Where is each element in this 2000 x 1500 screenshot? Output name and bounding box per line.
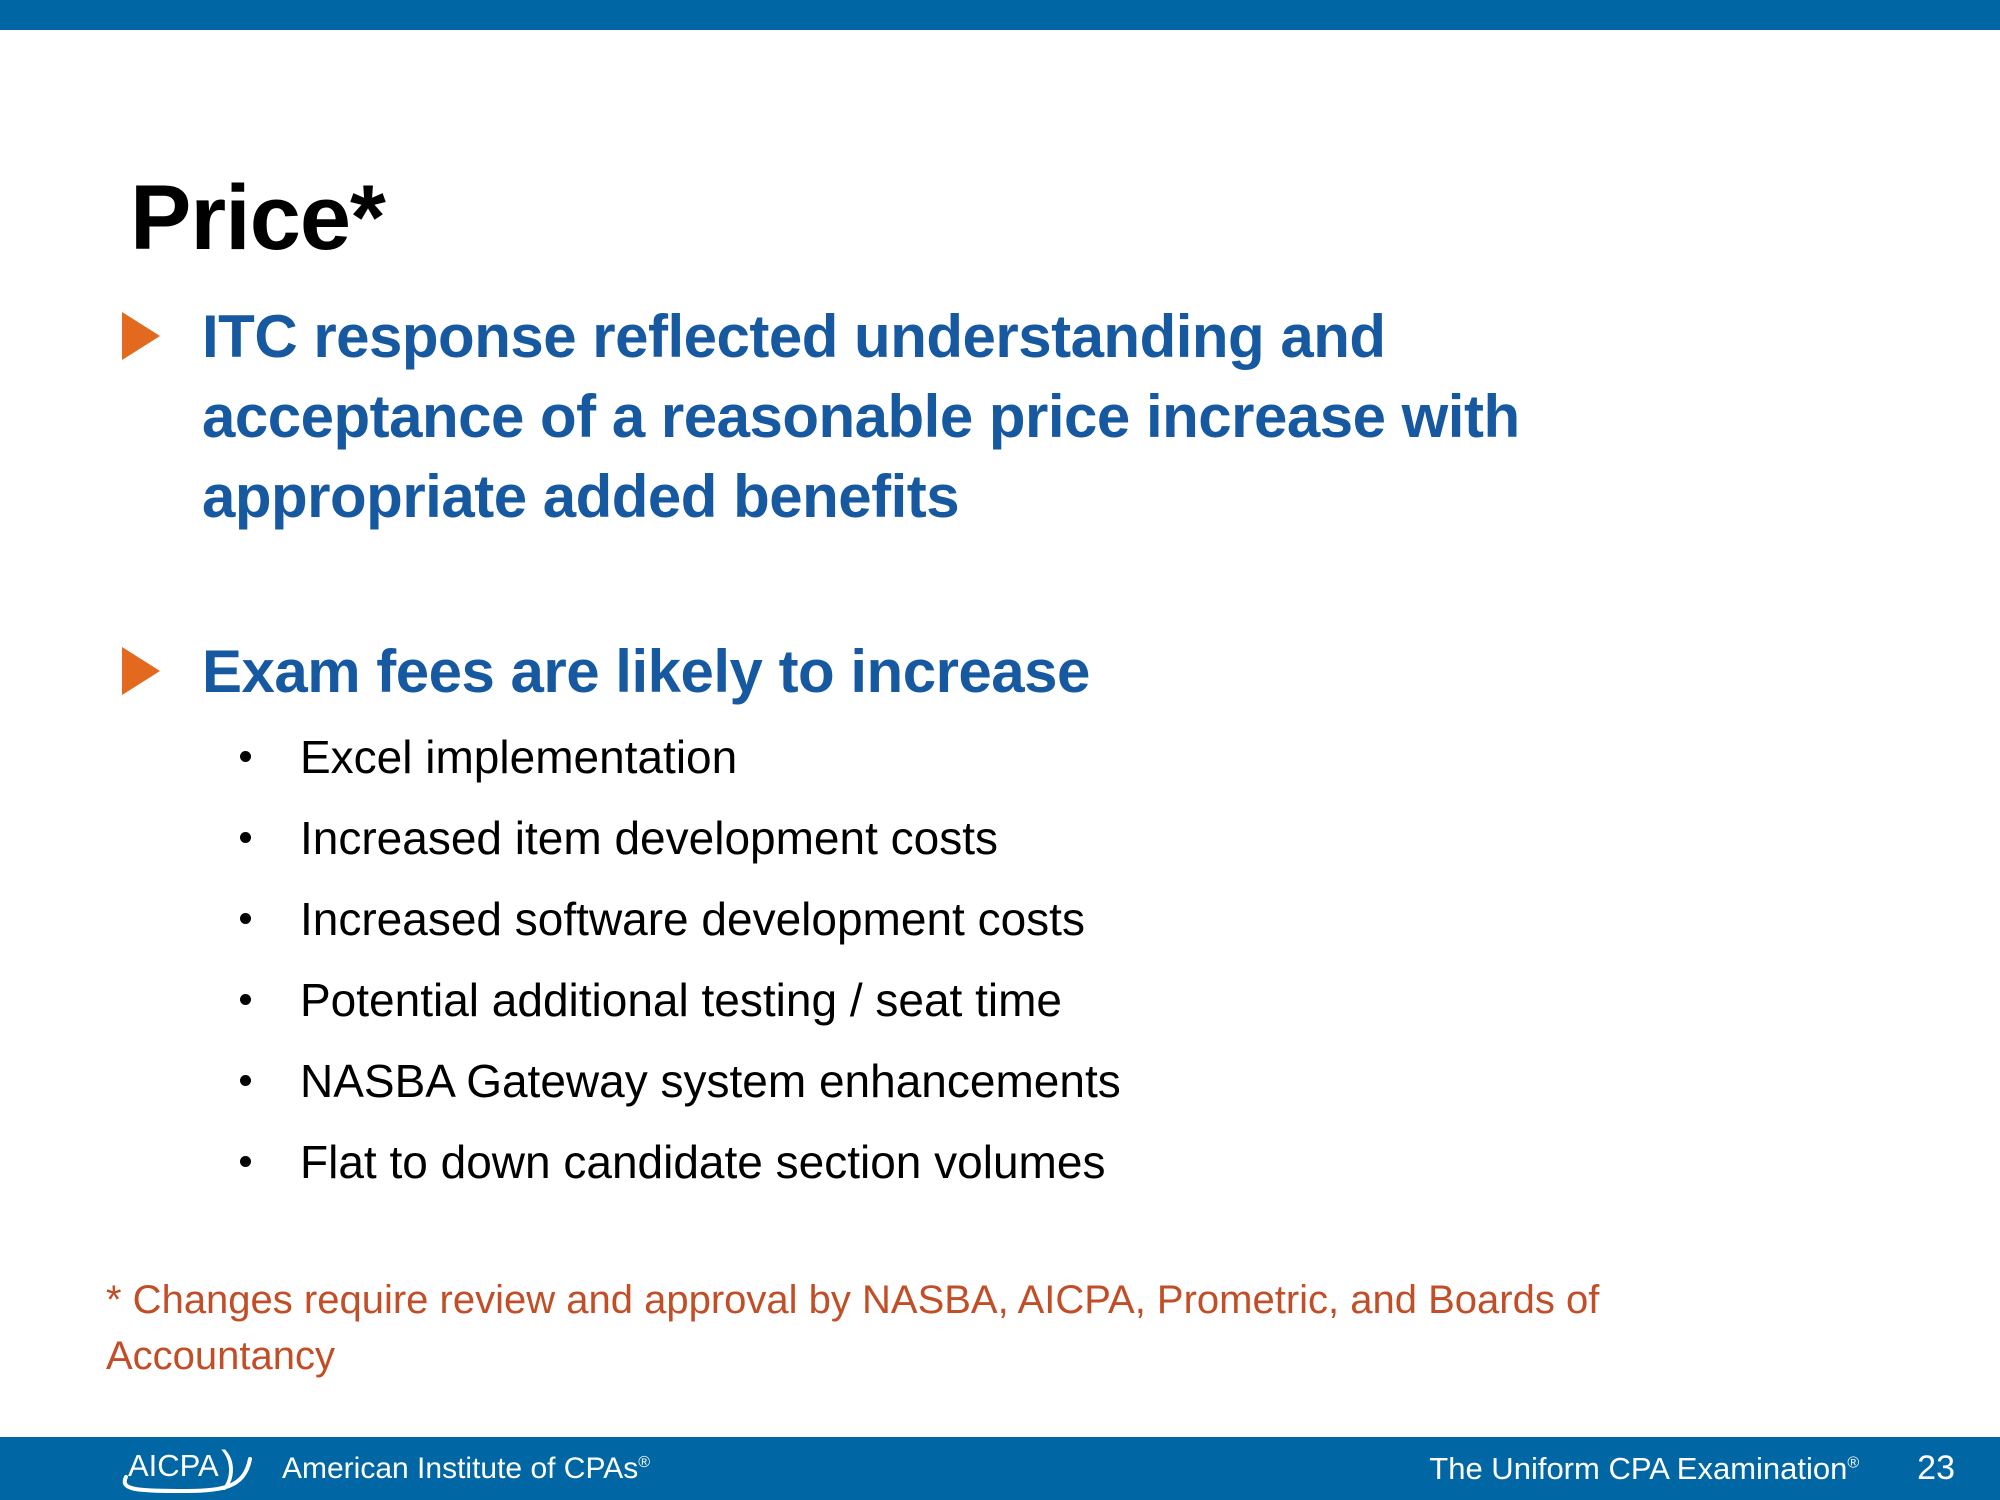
bullet-dot-icon xyxy=(240,994,251,1005)
footer-bar xyxy=(0,1437,2000,1500)
footer-right-group xyxy=(1429,1449,2000,1488)
bullet-text xyxy=(202,297,1520,537)
list-item xyxy=(240,878,1121,959)
bullet-dot-icon xyxy=(240,751,251,762)
list-item-label: NASBA Gateway system enhancements xyxy=(300,1054,1121,1107)
list-item xyxy=(240,959,1121,1040)
registered-mark: ® xyxy=(638,1453,651,1471)
page-title: Price* xyxy=(130,166,385,269)
footer-exam-name xyxy=(1429,1451,1859,1487)
bullet-dot-icon xyxy=(240,1156,251,1167)
bullet-item-exam-fees xyxy=(122,632,1090,712)
arrow-bullet-icon xyxy=(122,312,160,360)
list-item-label: Excel implementation xyxy=(300,730,738,783)
list-item xyxy=(240,1040,1121,1121)
bullet-line: Exam fees are likely to increase xyxy=(202,638,1090,705)
top-accent-bar xyxy=(0,0,2000,30)
footer-org-name xyxy=(282,1452,650,1486)
footnote xyxy=(106,1272,1599,1384)
list-item-label: Increased item development costs xyxy=(300,811,999,864)
bullet-dot-icon xyxy=(240,913,251,924)
aicpa-logo-text: AICPA xyxy=(128,1447,219,1483)
aicpa-logo-paren: ) xyxy=(221,1442,236,1491)
bullet-line: ITC response reflected understanding and xyxy=(202,303,1386,370)
registered-mark: ® xyxy=(1847,1454,1860,1472)
footnote-line: * Changes require review and approval by NASBA, AICPA, Prometric, and Boards of xyxy=(106,1278,1600,1322)
bullet-dot-icon xyxy=(240,832,251,843)
aicpa-logo xyxy=(116,1443,268,1495)
footer-org-name-text: American Institute of CPAs xyxy=(282,1451,639,1485)
page-number: 23 xyxy=(1917,1449,1955,1487)
list-item-label: Increased software development costs xyxy=(300,892,1085,945)
bullet-item-itc-response xyxy=(122,297,1520,537)
list-item xyxy=(240,797,1121,878)
list-item-label: Potential additional testing / seat time xyxy=(300,973,1063,1026)
footnote-line: Accountancy xyxy=(106,1334,336,1378)
arrow-bullet-icon xyxy=(122,647,160,695)
sub-bullet-list xyxy=(240,716,1121,1202)
bullet-line: acceptance of a reasonable price increase with xyxy=(202,383,1520,450)
list-item-label: Flat to down candidate section volumes xyxy=(300,1135,1106,1188)
bullet-text xyxy=(202,632,1090,712)
footer-exam-name-text: The Uniform CPA Examination xyxy=(1429,1450,1848,1486)
bullet-line: appropriate added benefits xyxy=(202,463,960,530)
list-item xyxy=(240,1121,1121,1202)
bullet-dot-icon xyxy=(240,1075,251,1086)
list-item xyxy=(240,716,1121,797)
